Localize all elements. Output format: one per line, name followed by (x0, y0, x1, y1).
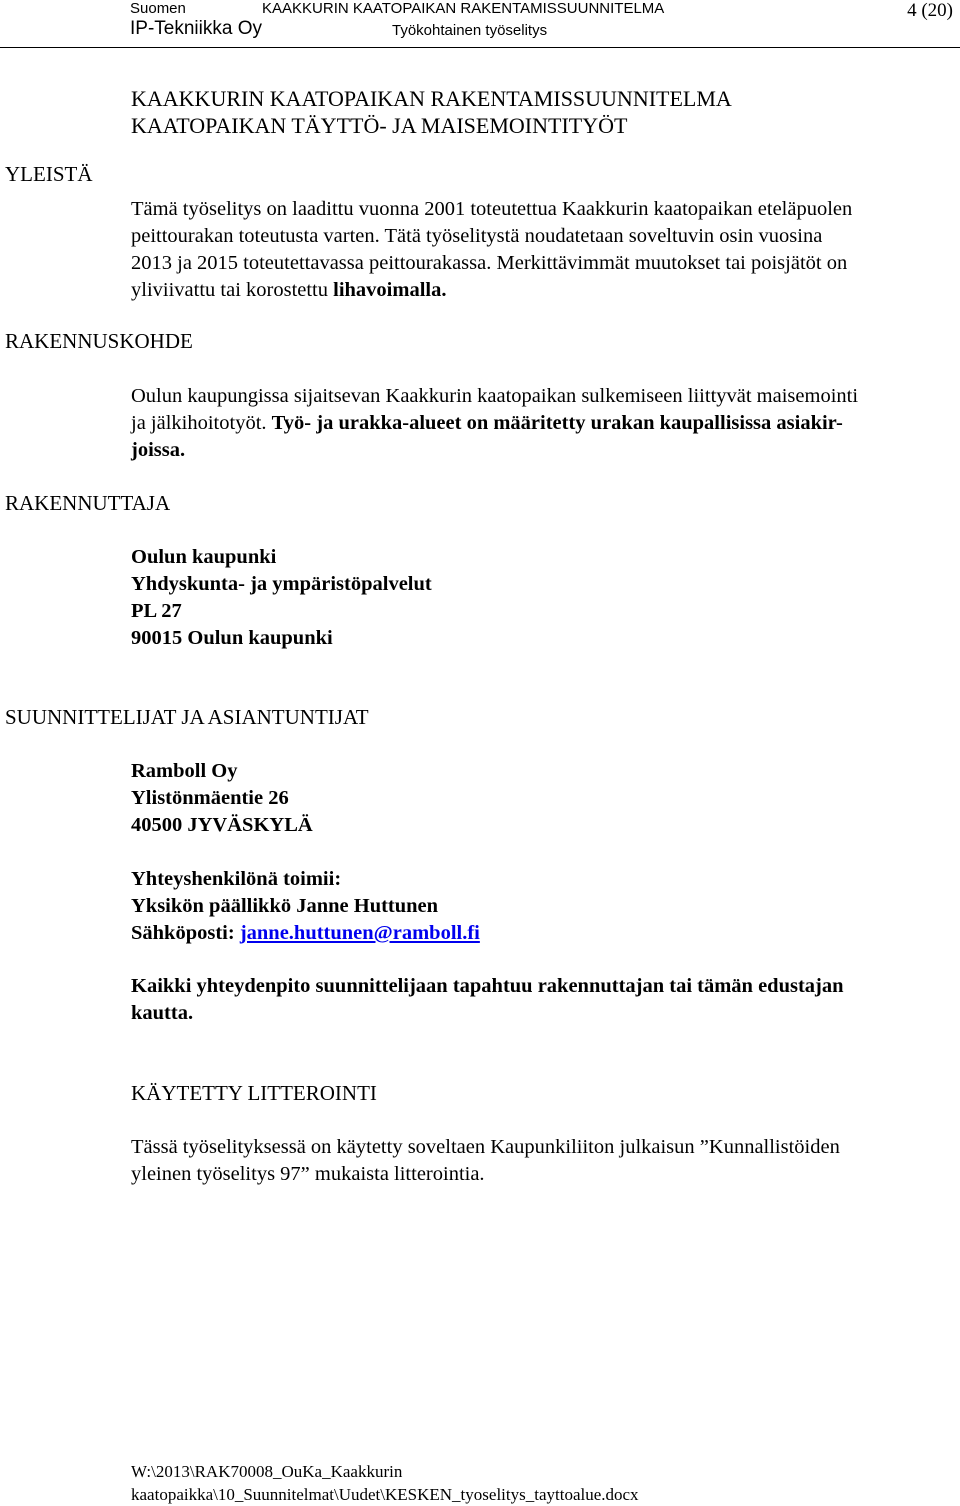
header-page-number: 4 (20) (907, 0, 953, 21)
yleista-line4-normal: yliviivattu tai korostettu (131, 279, 334, 301)
rakennuttaja-address (131, 544, 432, 652)
suunnittelija-note (131, 973, 844, 1027)
rakennuskohde-paragraph (131, 383, 858, 464)
rakennuttaja-department: Yhdyskunta- ja ympäristöpalvelut (131, 573, 432, 595)
rakennuttaja-postal: 90015 Oulun kaupunki (131, 627, 333, 649)
yleista-line3: 2013 ja 2015 toteutettavassa peittourakassa. Merkittävimmät muutokset tai poisjätöt on (131, 252, 848, 274)
header-plan-title: KAAKKURIN KAATOPAIKAN RAKENTAMISSUUNNITELMA (262, 0, 665, 17)
heading-rakennuskohde: RAKENNUSKOHDE (5, 329, 193, 353)
heading-suunnittelijat: SUUNNITTELIJAT JA ASIANTUNTIJAT (5, 705, 369, 729)
contact-email-row (131, 920, 480, 947)
yleista-paragraph (131, 196, 852, 304)
contact-label: Yhteyshenkilönä toimii: (131, 868, 342, 890)
header-company: IP-Tekniikka Oy (130, 18, 262, 39)
suunnittelija-street: Ylistönmäentie 26 (131, 787, 289, 809)
heading-rakennuttaja: RAKENNUTTAJA (5, 491, 171, 515)
header-language: Suomen (130, 0, 186, 17)
heading-litterointi: KÄYTETTY LITTEROINTI (131, 1081, 377, 1105)
contact-person: Yksikön päällikkö Janne Huttunen (131, 895, 439, 917)
heading-yleista: YLEISTÄ (5, 162, 93, 186)
footer-path-line2: kaatopaikka\10_Suunnitelmat\Uudet\KESKEN_tyoselitys_tayttoalue.docx (131, 1485, 639, 1504)
yleista-line1: Tämä työselitys on laadittu vuonna 2001 toteutettua Kaakkurin kaatopaikan eteläpuolen (131, 198, 853, 220)
suunnittelija-city: 40500 JYVÄSKYLÄ (131, 814, 313, 836)
email-label: Sähköposti: (131, 922, 240, 944)
suunnittelija-company: Ramboll Oy (131, 760, 238, 782)
header-doc-type: Työkohtainen työselitys (392, 22, 548, 39)
rakennuskohde-line2-normal: ja jälkihoitotyöt. (131, 412, 272, 434)
header-divider (0, 47, 960, 48)
note-line2: kautta. (131, 1002, 194, 1024)
rakennuskohde-line2 (131, 410, 858, 437)
document-title-line1: KAAKKURIN KAATOPAIKAN RAKENTAMISSUUNNITELMA (131, 86, 732, 111)
document-title-line2: KAATOPAIKAN TÄYTTÖ- JA MAISEMOINTITYÖT (131, 113, 628, 138)
suunnittelija-contact (131, 866, 480, 947)
yleista-line4 (131, 277, 852, 304)
email-link[interactable]: janne.huttunen@ramboll.fi (239, 922, 480, 944)
suunnittelija-address (131, 758, 313, 839)
footer-file-path (131, 1460, 639, 1506)
rakennuskohde-line1: Oulun kaupungissa sijaitsevan Kaakkurin kaatopaikan sulkemiseen liittyvät maisemointi (131, 385, 859, 407)
note-line1: Kaikki yhteydenpito suunnittelijaan tapahtuu rakennuttajan tai tämän edustajan (131, 975, 844, 997)
rakennuttaja-po-box: PL 27 (131, 600, 182, 622)
footer-path-line1: W:\2013\RAK70008_OuKa_Kaakkurin (131, 1462, 403, 1481)
yleista-line4-bold: lihavoimalla. (333, 279, 447, 301)
rakennuskohde-line2-bold: Työ- ja urakka-alueet on määritetty urakan kaupallisissa asiakir- (271, 412, 843, 434)
litterointi-line2: yleinen työselitys 97” mukaista litterointia. (131, 1163, 485, 1185)
rakennuttaja-name: Oulun kaupunki (131, 546, 277, 568)
litterointi-line1: Tässä työselityksessä on käytetty soveltaen Kaupunkiliiton julkaisun ”Kunnallistöiden (131, 1136, 840, 1158)
yleista-line2: peittourakan toteutusta varten. Tätä työselitystä noudatetaan soveltuvin osin vuosina (131, 225, 823, 247)
litterointi-paragraph (131, 1134, 840, 1188)
rakennuskohde-line3: joissa. (131, 439, 186, 461)
